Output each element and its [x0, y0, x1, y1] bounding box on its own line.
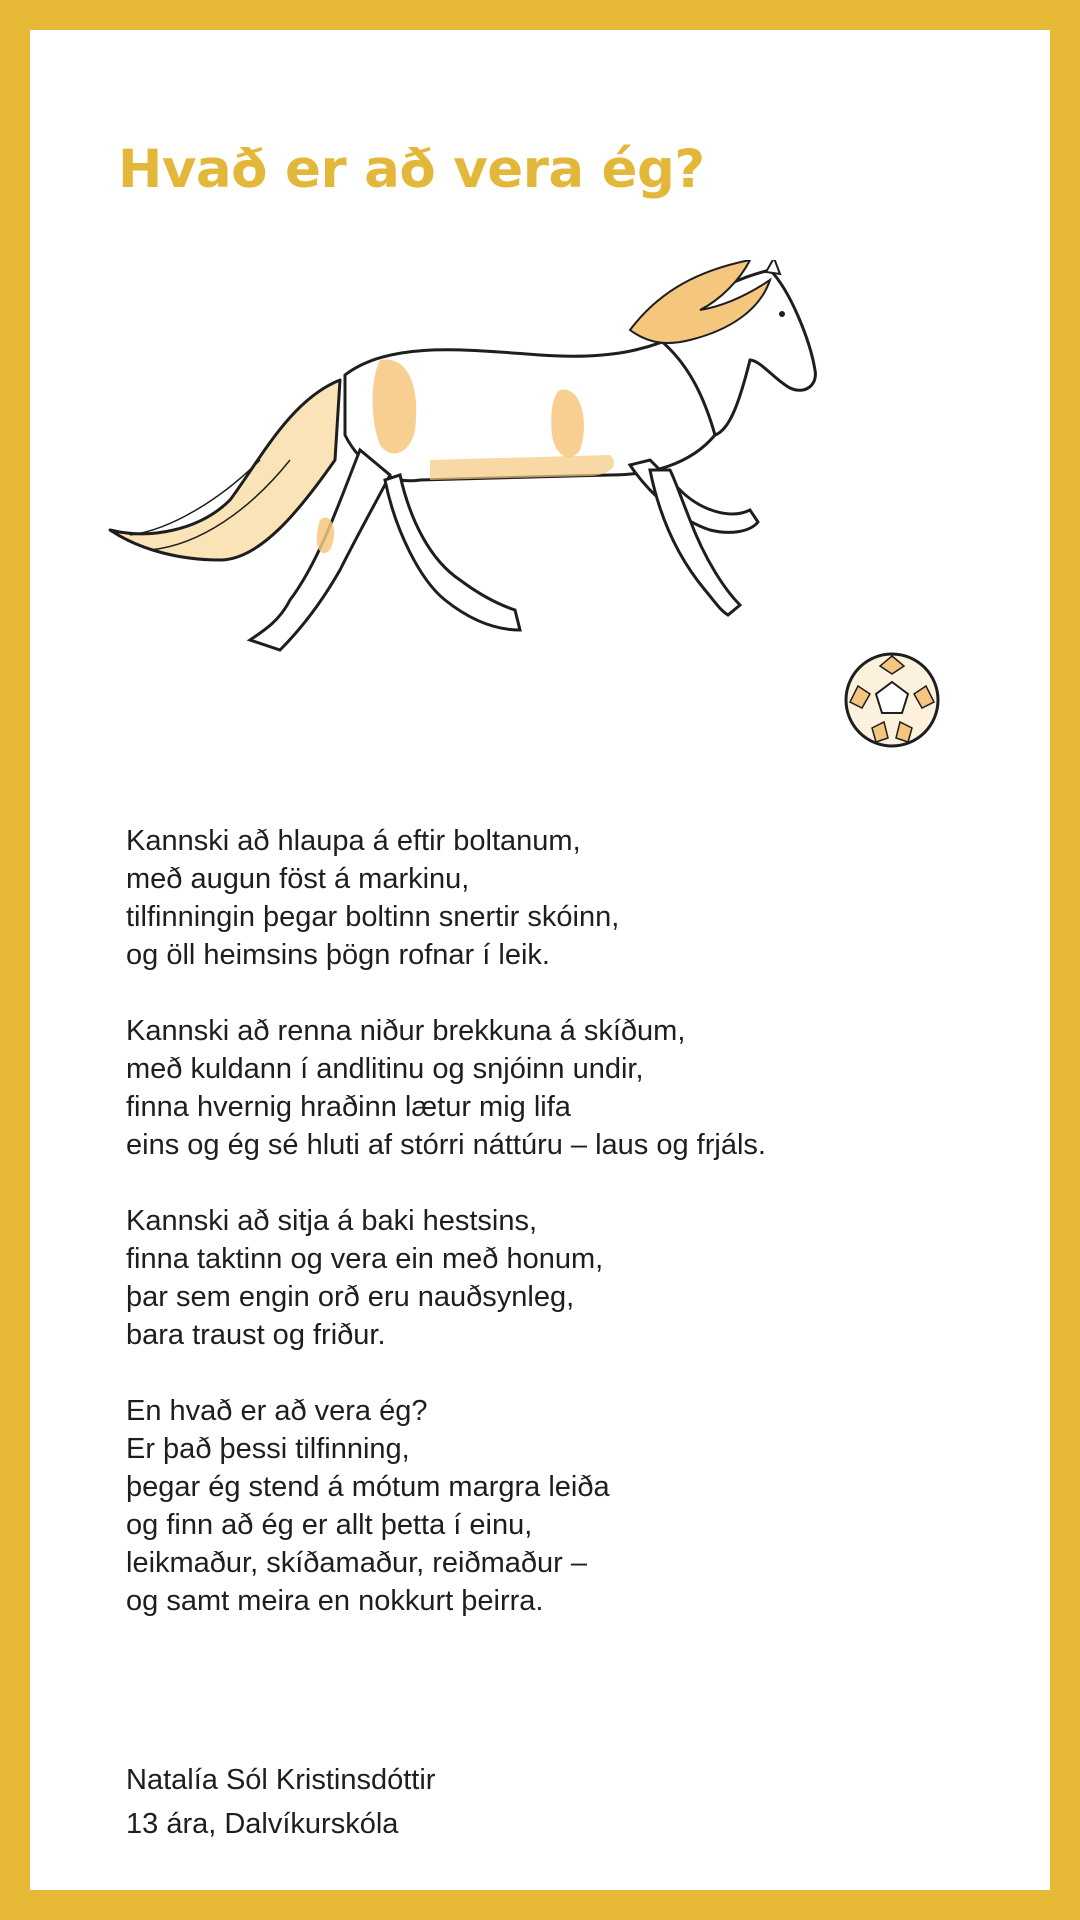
poem-line: finna hvernig hraðinn lætur mig lifa	[126, 1091, 571, 1123]
poem-line: En hvað er að vera ég?	[126, 1395, 428, 1427]
poem-line: þegar ég stend á mótum margra leiða	[126, 1471, 610, 1503]
horse-front-leg	[650, 470, 740, 615]
poem-page	[30, 30, 1050, 1890]
poem-line: Kannski að sitja á baki hestsins,	[126, 1205, 538, 1237]
stanza	[126, 1392, 766, 1620]
poem-line: með kuldann í andlitinu og snjóinn undir,	[126, 1053, 644, 1085]
poem-title: Hvað er að vera ég?	[118, 139, 705, 200]
horse-ear	[766, 260, 780, 274]
poem-line: Kannski að renna niður brekkuna á skíðum,	[126, 1015, 686, 1047]
stanza	[126, 1202, 766, 1354]
poem-line: Er það þessi tilfinning,	[126, 1433, 410, 1465]
poem-line: með augun föst á markinu,	[126, 863, 470, 895]
stanza	[126, 822, 766, 974]
horse-eye	[779, 311, 785, 317]
author-block	[126, 1758, 435, 1846]
author-name: Natalía Sól Kristinsdóttir	[126, 1764, 436, 1796]
horse-hind-leg	[385, 475, 520, 630]
poem-body	[126, 822, 766, 1658]
poem-line: finna taktinn og vera ein með honum,	[126, 1243, 604, 1275]
poem-line: eins og ég sé hluti af stórri náttúru – laus og frjáls.	[126, 1129, 766, 1161]
poem-line: tilfinningin þegar boltinn snertir skóinn,	[126, 901, 620, 933]
soccer-ball-icon	[842, 650, 942, 750]
poem-line: leikmaður, skíðamaður, reiðmaður –	[126, 1547, 587, 1579]
stanza	[126, 1012, 766, 1164]
author-details: 13 ára, Dalvíkurskóla	[126, 1808, 399, 1840]
poem-line: Kannski að hlaupa á eftir boltanum,	[126, 825, 581, 857]
poem-line: og öll heimsins þögn rofnar í leik.	[126, 939, 550, 971]
poem-line: þar sem engin orð eru nauðsynleg,	[126, 1281, 575, 1313]
poem-line: og finn að ég er allt þetta í einu,	[126, 1509, 533, 1541]
poem-line: bara traust og friður.	[126, 1319, 386, 1351]
poem-line: og samt meira en nokkurt þeirra.	[126, 1585, 544, 1617]
